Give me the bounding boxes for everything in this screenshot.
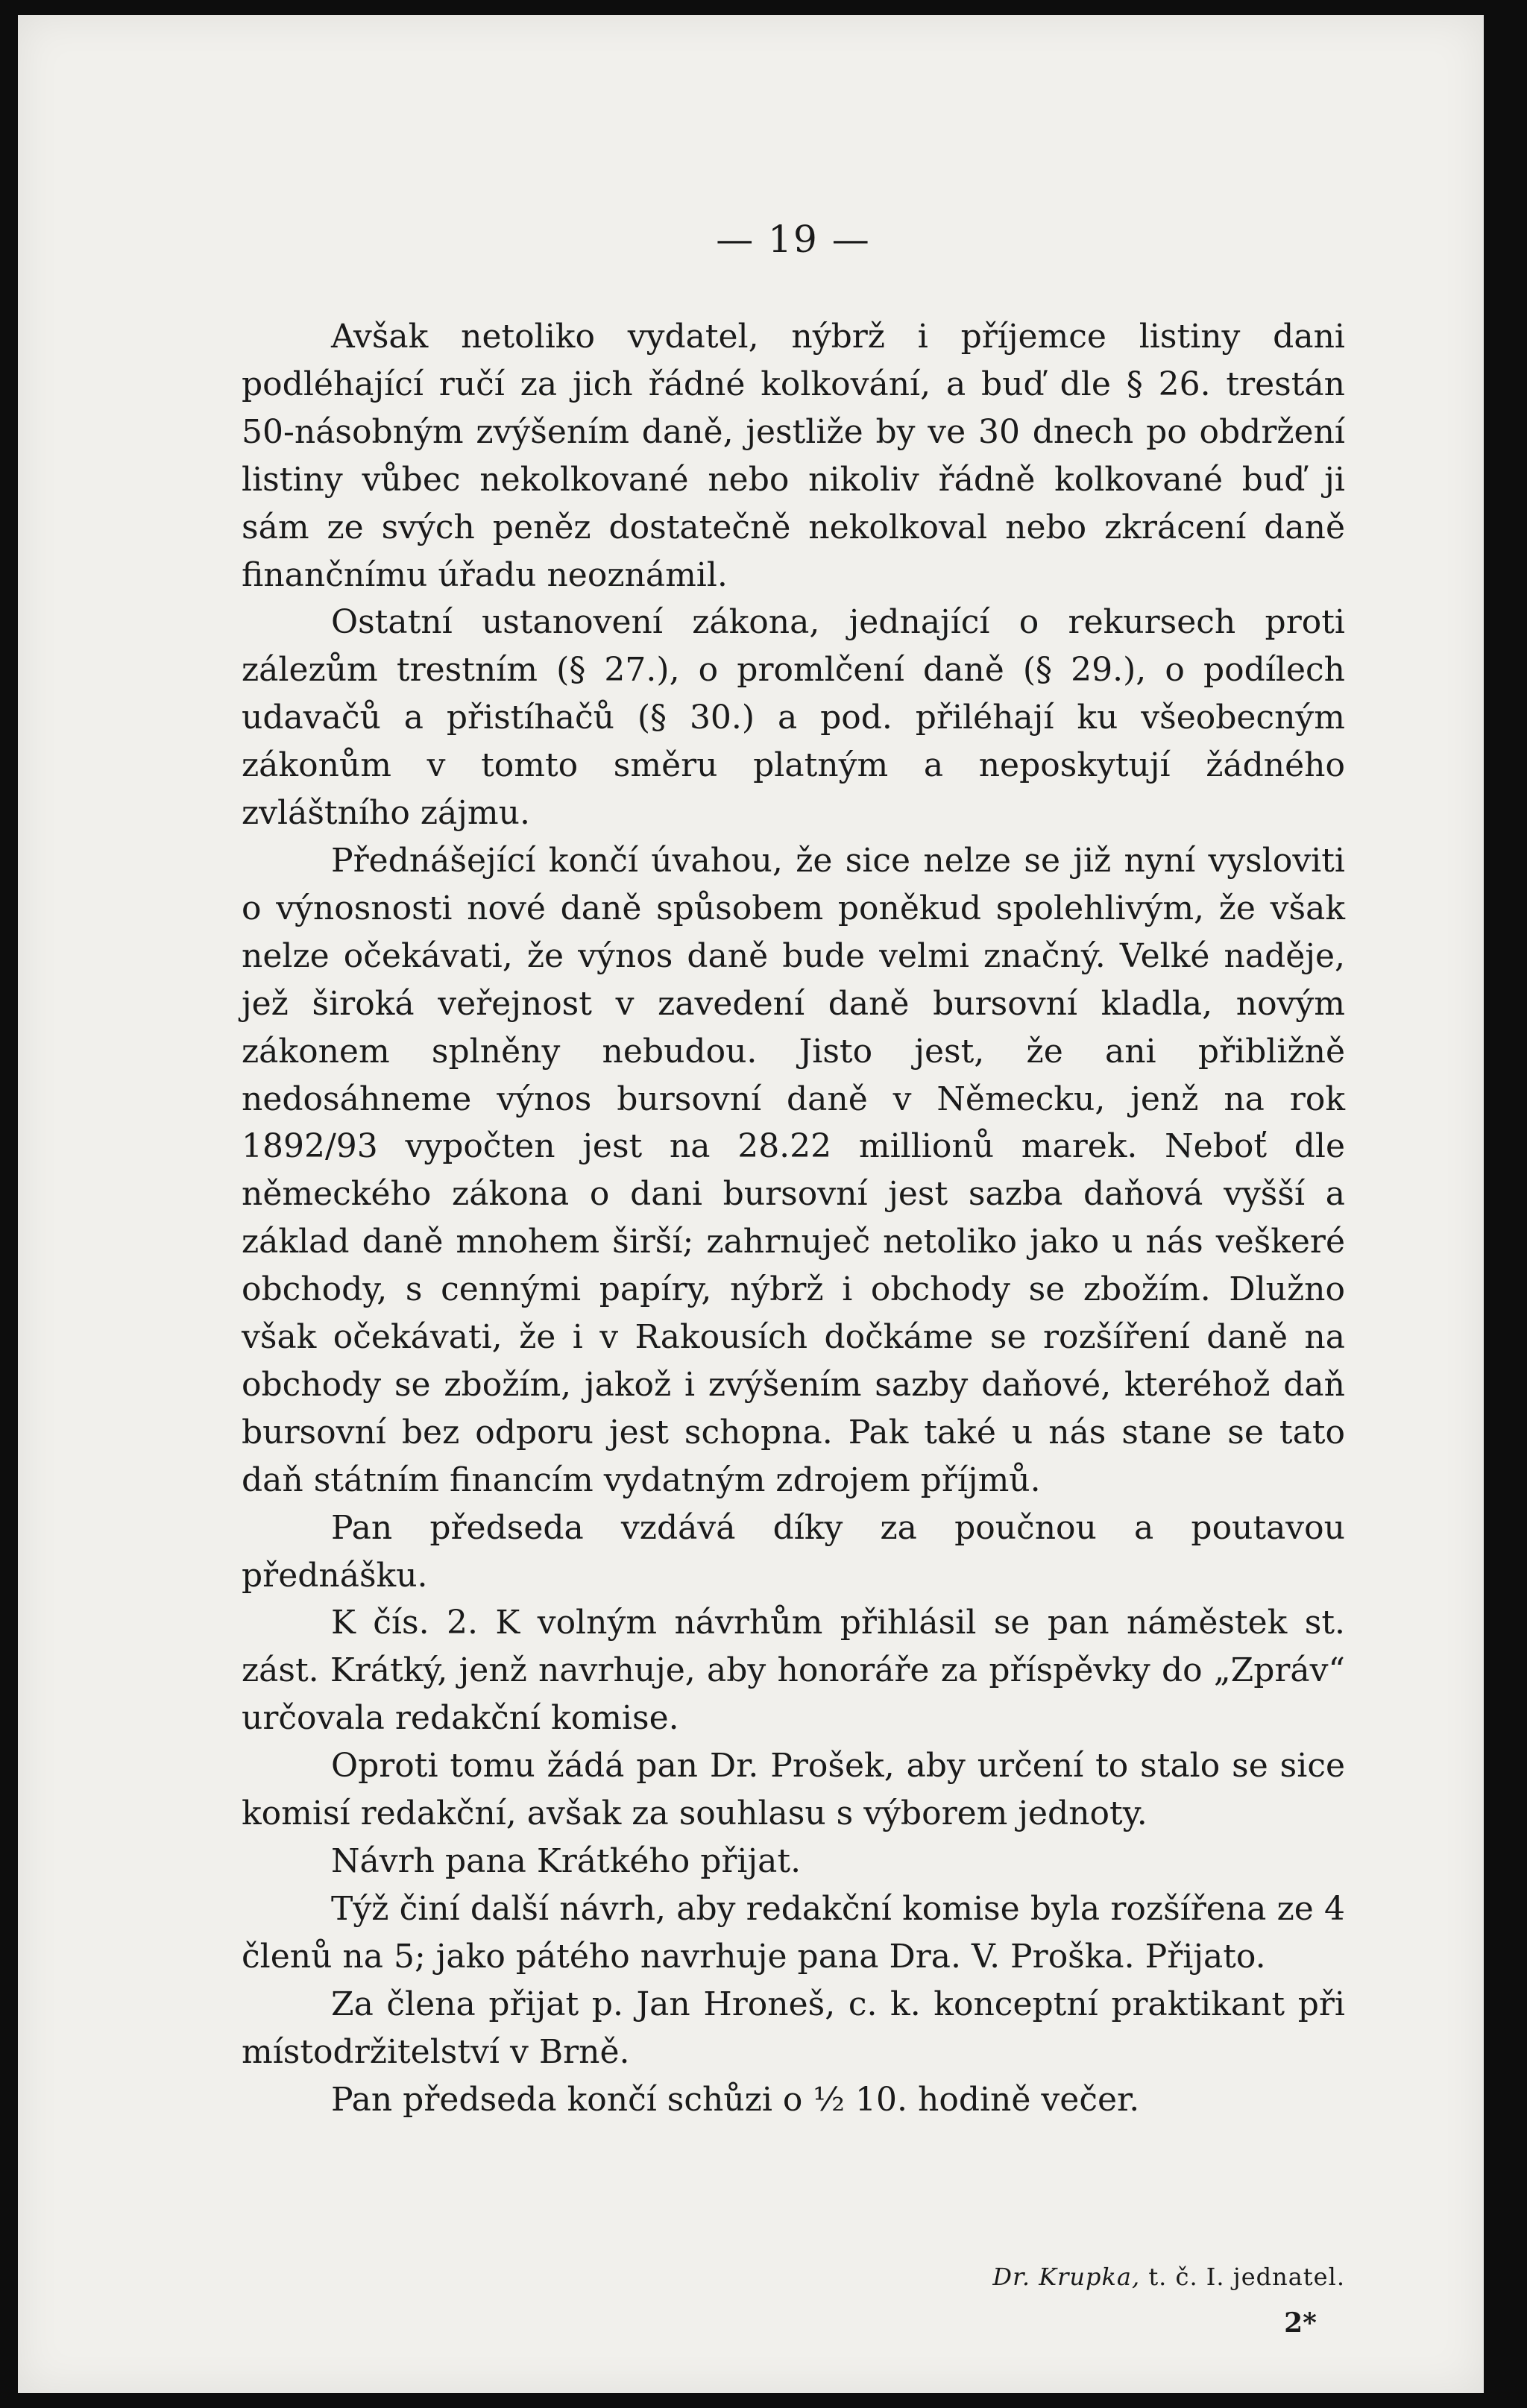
paragraph: Oproti tomu žádá pan Dr. Prošek, aby určení to stalo se sice komisí redakční, avšak za souhlasu s výborem jednoty.	[242, 1747, 1345, 1833]
paragraph: Týž činí další návrh, aby redakční komise byla rozšířena ze 4 členů na 5; jako pátého navrhuje pana Dra. V. Proška. Přijato.	[242, 1889, 1345, 1976]
signature-name: Dr. Krupka,	[992, 2263, 1141, 2291]
paragraph: Pan předseda vzdává díky za poučnou a poutavou přednášku.	[242, 1508, 1345, 1595]
paragraph: Za člena přijat p. Jan Hroneš, c. k. konceptní praktikant při místodržitelství v Brně.	[242, 1985, 1345, 2071]
document-page	[18, 15, 1484, 2393]
page-number: — 19 —	[716, 218, 871, 261]
paragraph: Ostatní ustanovení zákona, jednající o rekursech proti zálezům trestním (§ 27.), o promlčení daně (§ 29.), o podílech udavačů a přistíhačů (§ 30.) a pod. přiléhají ku všeobecným zákonům v tomto směru platným a neposkytují žádného zvláštního zájmu.	[242, 603, 1345, 833]
paragraph: Návrh pana Krátkého přijat.	[331, 1842, 802, 1880]
sheet-signature-mark: 2*	[1284, 2307, 1317, 2339]
paragraph: Přednášející končí úvahou, že sice nelze se již nyní vysloviti o výnosnosti nové daně spůsobem poněkud spolehlivým, že však nelze očekávati, že výnos daně bude velmi značný. Velké naděje, jež široká veřejnost v zavedení daně bursovní kladla, novým zákonem splněny nebudou. Jisto jest, že ani přibližně nedosáhneme výnos bursovní daně v Německu, jenž na rok 1892/93 vypočten jest na 28.22 millionů marek. Neboť dle německého zákona o dani bursovní jest sazba daňová vyšší a základ daně mnohem širší; zahrnuječ netoliko jako u nás veškeré obchody, s cennými papíry, nýbrž i obchody se zbožím. Dlužno však očekávati, že i v Rakousích dočkáme se rozšíření daně na obchody se zbožím, jakož i zvýšením sazby daňové, kteréhož daň bursovní bez odporu jest schopna. Pak také u nás stane se tato daň státním financím vydatným zdrojem příjmů.	[242, 841, 1345, 1499]
paragraph: K čís. 2. K volným návrhům přihlásil se pan náměstek st. zást. Krátký, jenž navrhuje, aby honoráře za příspěvky do „Zpráv“ určovala redakční komise.	[242, 1604, 1345, 1738]
paragraph: Pan předseda končí schůzi o ½ 10. hodině večer.	[331, 2080, 1140, 2119]
paragraph: Avšak netoliko vydatel, nýbrž i příjemce listiny dani podléhající ručí za jich řádné kolkování, a buď dle § 26. trestán 50-násobným zvýšením daně, jestliže by ve 30 dnech po obdržení listiny vůbec nekolkované nebo nikoliv řádně kolkované buď ji sám ze svých peněz dostatečně nekolkoval nebo zkrácení daně finančnímu úřadu neoznámil.	[242, 318, 1345, 594]
page-body	[242, 313, 1345, 2123]
signature	[992, 2263, 1345, 2291]
signature-role: t. č. I. jednatel.	[1148, 2263, 1345, 2291]
